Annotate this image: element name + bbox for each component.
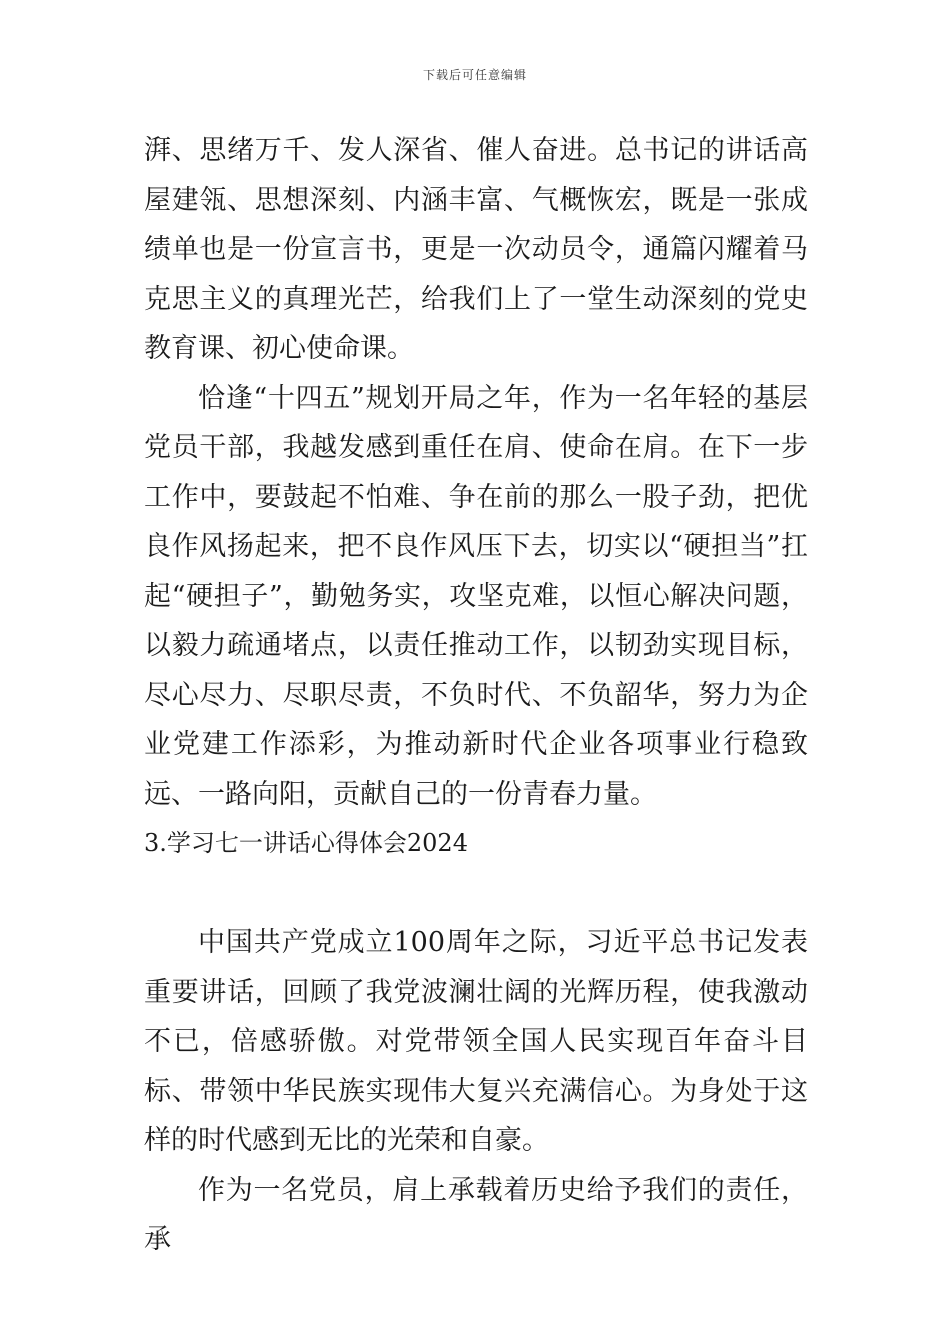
document-body	[144, 126, 808, 1265]
blank-line	[144, 869, 808, 919]
paragraph-fourteenth-five-year: 恰逢“十四五”规划开局之年，作为一名年轻的基层党员干部，我越发感到重任在肩、使命在肩。在下一步工作中，要鼓起不怕难、争在前的那么一股子劲，把优良作风扬起来，把不良作风压下去，切实以“硬担当”扛起“硬担子”，勤勉务实，攻坚克难，以恒心解决问题，以毅力疏通堵点，以责任推动工作，以韧劲实现目标，尽心尽力、尽职尽责，不负时代、不负韶华，努力为企业党建工作添彩，为推动新时代企业各项事业行稳致远、一路向阳，贡献自己的一份青春力量。	[144, 382, 808, 810]
header-note: 下载后可任意编辑	[422, 68, 527, 82]
section-heading: 3.学习七一讲话心得体会2024	[144, 829, 468, 857]
paragraph-centenary: 中国共产党成立100周年之际，习近平总书记发表重要讲话，回顾了我党波澜壮阔的光辉历程，使我激动不已，倍感骄傲。对党带领全国人民实现百年奋斗目标、带领中华民族实现伟大复兴充满信心。为身处于这样的时代感到无比的光荣和自豪。	[144, 927, 808, 1156]
paragraph-continued: 湃、思绪万千、发人深省、催人奋进。总书记的讲话高屋建瓴、思想深刻、内涵丰富、气概恢宏，既是一张成绩单也是一份宣言书，更是一次动员令，通篇闪耀着马克思主义的真理光芒，给我们上了一堂生动深刻的党史教育课、初心使命课。	[144, 135, 808, 364]
paragraph-party-member: 作为一名党员，肩上承载着历史给予我们的责任，承	[144, 1174, 808, 1255]
